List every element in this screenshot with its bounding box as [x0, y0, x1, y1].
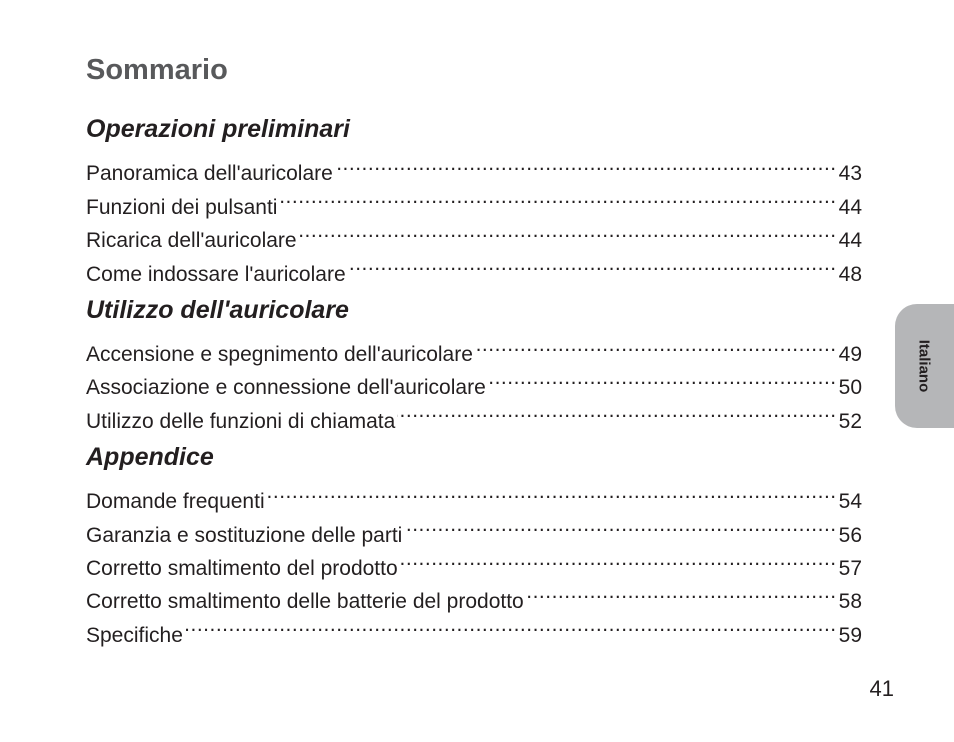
toc-entry[interactable]	[86, 608, 862, 647]
toc-entry[interactable]	[86, 475, 862, 514]
dot-leader	[488, 361, 837, 394]
toc-entry-label: Ricarica dell'auricolare	[86, 229, 297, 253]
toc-entry-label: Corretto smaltimento delle batterie del prodotto	[86, 590, 524, 614]
dot-leader	[335, 147, 837, 180]
section-title: Appendice	[86, 442, 214, 471]
toc-section-utilizzo-auricolare	[86, 291, 862, 433]
table-of-contents	[86, 110, 862, 647]
dot-leader	[348, 247, 837, 280]
toc-entry-page: 58	[838, 590, 862, 614]
section-title: Utilizzo dell'auricolare	[86, 295, 349, 324]
toc-entry-label: Panoramica dell'auricolare	[86, 162, 333, 186]
toc-entry-label: Utilizzo delle funzioni di chiamata	[86, 409, 396, 433]
toc-entry-page: 48	[838, 262, 862, 286]
toc-entry-label: Garanzia e sostituzione delle parti	[86, 523, 403, 547]
toc-entry-page: 57	[838, 556, 862, 580]
toc-entry-page: 52	[838, 409, 862, 433]
toc-entry-label: Domande frequenti	[86, 490, 265, 514]
dot-leader	[397, 394, 836, 427]
dot-leader	[267, 475, 837, 508]
dot-leader	[279, 180, 836, 213]
toc-entry-page: 50	[838, 376, 862, 400]
toc-entry-label: Come indossare l'auricolare	[86, 262, 346, 286]
dot-leader	[475, 328, 837, 361]
toc-entry[interactable]	[86, 328, 862, 366]
toc-entry-label: Funzioni dei pulsanti	[86, 195, 278, 219]
page-title: Sommario	[86, 54, 228, 86]
toc-entry-label: Corretto smaltimento del prodotto	[86, 556, 398, 580]
toc-entry-label: Associazione e connessione dell'auricolare	[86, 376, 486, 400]
toc-section-appendice	[86, 438, 862, 647]
toc-entry-page: 44	[838, 195, 862, 219]
language-tab-label: Italiano	[915, 339, 933, 393]
toc-entry-page: 54	[838, 490, 862, 514]
dot-leader	[404, 508, 836, 541]
dot-leader	[400, 542, 837, 575]
toc-entry-label: Accensione e spegnimento dell'auricolare	[86, 342, 473, 366]
dot-leader	[299, 214, 837, 247]
toc-entry-page: 49	[838, 342, 862, 366]
section-title: Operazioni preliminari	[86, 115, 350, 143]
toc-entry-page: 59	[838, 623, 862, 647]
toc-entry[interactable]	[86, 147, 862, 186]
toc-entry-page: 43	[838, 162, 862, 186]
toc-entry-page: 44	[838, 229, 862, 253]
toc-entry-page: 56	[838, 523, 862, 547]
dot-leader	[185, 608, 837, 641]
dot-leader	[526, 575, 837, 608]
toc-section-operazioni-preliminari	[86, 110, 862, 286]
page-number: 41	[869, 676, 894, 701]
toc-entry-label: Specifiche	[86, 623, 183, 647]
